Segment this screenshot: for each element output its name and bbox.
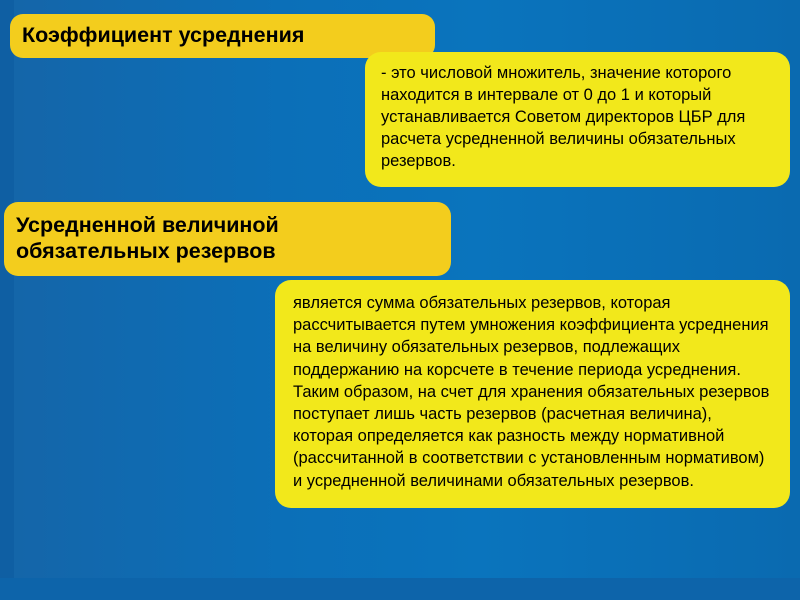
left-accent-band	[0, 0, 14, 600]
definition-averaged-reserves	[275, 280, 790, 508]
term-title-averaging-coefficient: Коэффициент усреднения	[10, 14, 435, 58]
definition-averaged-reserves-paragraph-1: является сумма обязательных резервов, которая рассчитывается путем умножения коэффициента усреднения на величину обязательных резервов, подлежащих поддержанию на корсчете в течение периода усреднения.	[293, 294, 769, 379]
bottom-accent-band	[0, 578, 800, 600]
term-title-averaged-reserves: Усредненной величиной обязательных резервов	[4, 202, 451, 276]
definition-averaged-reserves-paragraph-2: Таким образом, на счет для хранения обязательных резервов поступает лишь часть резервов (расчетная величина), которая определяется как разность между нормативной (рассчитанной в соответствии с установленным нормативом) и усредненной величинами обязательных резервов.	[293, 382, 770, 490]
definition-averaging-coefficient: - это числовой множитель, значение которого находится в интервале от 0 до 1 и который устанавливается Советом директоров ЦБР для расчета усредненной величины обязательных резервов.	[365, 52, 790, 187]
